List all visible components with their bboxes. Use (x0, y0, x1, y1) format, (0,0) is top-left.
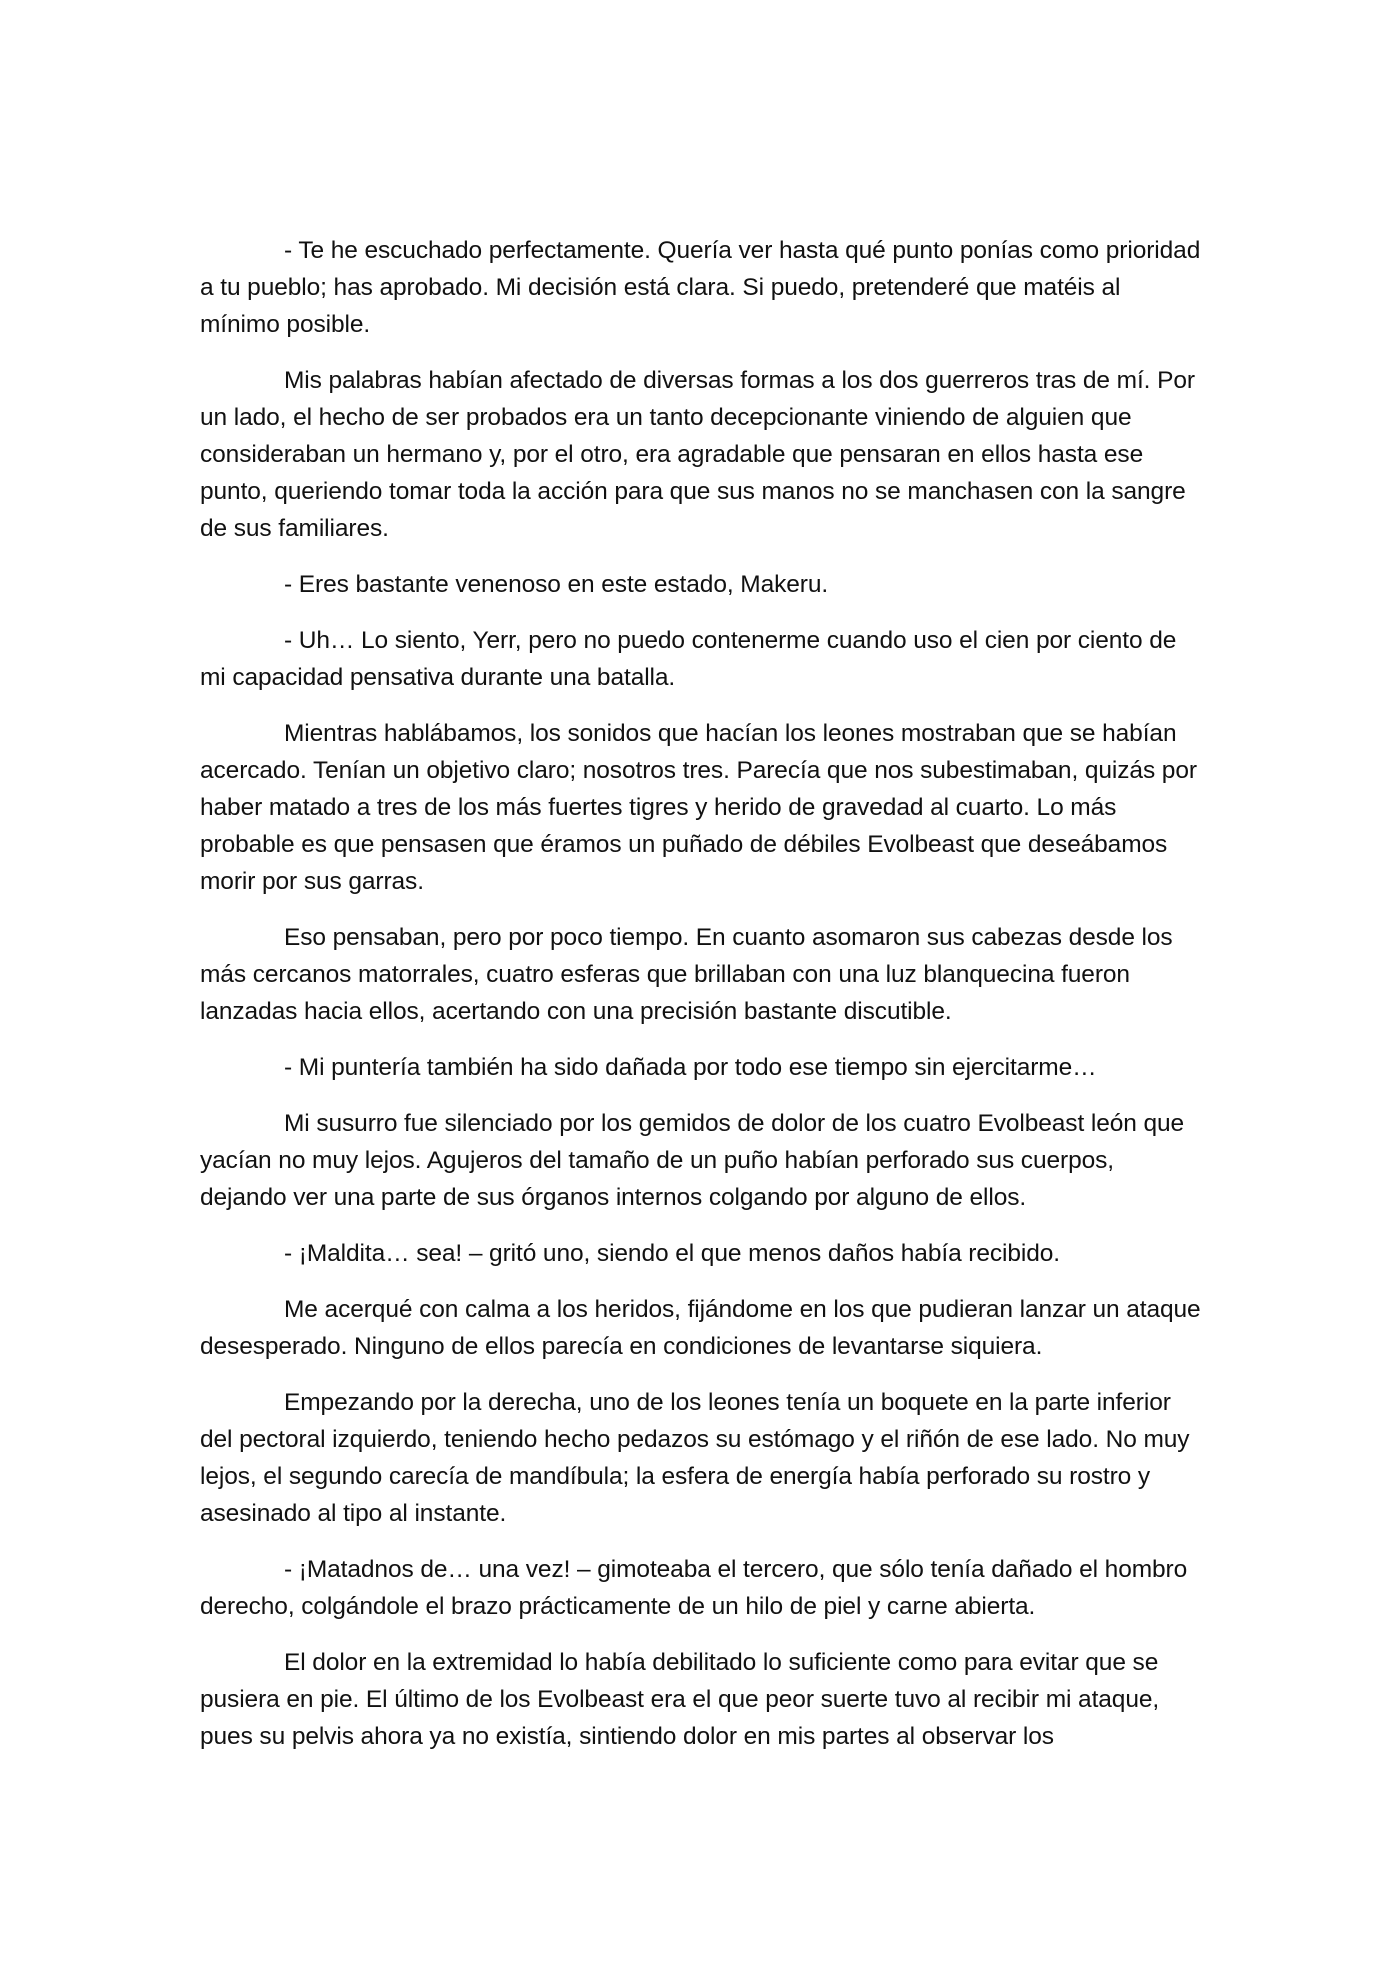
paragraph-10: Me acerqué con calma a los heridos, fijándome en los que pudieran lanzar un ataque desesperado. Ninguno de ellos parecía en condiciones de levantarse siquiera. (200, 1296, 1201, 1360)
paragraph-11: Empezando por la derecha, uno de los leones tenía un boquete en la parte inferior del pectoral izquierdo, teniendo hecho pedazos su estómago y el riñón de ese lado. No muy lejos, el segundo carecía de mandíbula; la esfera de energía había perforado su rostro y asesinado al tipo al instante. (200, 1389, 1190, 1527)
document-body (200, 232, 1202, 1774)
paragraph-9: - ¡Maldita… sea! – gritó uno, siendo el que menos daños había recibido. (284, 1240, 1061, 1267)
paragraph-3: - Eres bastante venenoso en este estado, Makeru. (284, 571, 829, 598)
paragraph-2: Mis palabras habían afectado de diversas formas a los dos guerreros tras de mí. Por un lado, el hecho de ser probados era un tanto decepcionante viniendo de alguien que consideraban un hermano y, por el otro, era agradable que pensaran en ellos hasta ese punto, queriendo tomar toda la acción para que sus manos no se manchasen con la sangre de sus familiares. (200, 367, 1195, 542)
paragraph-7: - Mi puntería también ha sido dañada por todo ese tiempo sin ejercitarme… (284, 1054, 1097, 1081)
paragraph-4: - Uh… Lo siento, Yerr, pero no puedo contenerme cuando uso el cien por ciento de mi capacidad pensativa durante una batalla. (200, 627, 1177, 691)
paragraph-6: Eso pensaban, pero por poco tiempo. En cuanto asomaron sus cabezas desde los más cercanos matorrales, cuatro esferas que brillaban con una luz blanquecina fueron lanzadas hacia ellos, acertando con una precisión bastante discutible. (200, 924, 1173, 1025)
paragraph-12: - ¡Matadnos de… una vez! – gimoteaba el tercero, que sólo tenía dañado el hombro derecho, colgándole el brazo prácticamente de un hilo de piel y carne abierta. (200, 1556, 1188, 1620)
paragraph-8: Mi susurro fue silenciado por los gemidos de dolor de los cuatro Evolbeast león que yacían no muy lejos. Agujeros del tamaño de un puño habían perforado sus cuerpos, dejando ver una parte de sus órganos internos colgando por alguno de ellos. (200, 1110, 1185, 1211)
paragraph-13: El dolor en la extremidad lo había debilitado lo suficiente como para evitar que se pusiera en pie. El último de los Evolbeast era el que peor suerte tuvo al recibir mi ataque, pues su pelvis ahora ya no existía, sintiendo dolor en mis partes al observar los (200, 1649, 1160, 1750)
paragraph-1: - Te he escuchado perfectamente. Quería ver hasta qué punto ponías como prioridad a tu pueblo; has aprobado. Mi decisión está clara. Si puedo, pretenderé que matéis al mínimo posible. (200, 237, 1201, 338)
paragraph-5: Mientras hablábamos, los sonidos que hacían los leones mostraban que se habían acercado. Tenían un objetivo claro; nosotros tres. Parecía que nos subestimaban, quizás por haber matado a tres de los más fuertes tigres y herido de gravedad al cuarto. Lo más probable es que pensasen que éramos un puñado de débiles Evolbeast que deseábamos morir por sus garras. (200, 720, 1197, 895)
